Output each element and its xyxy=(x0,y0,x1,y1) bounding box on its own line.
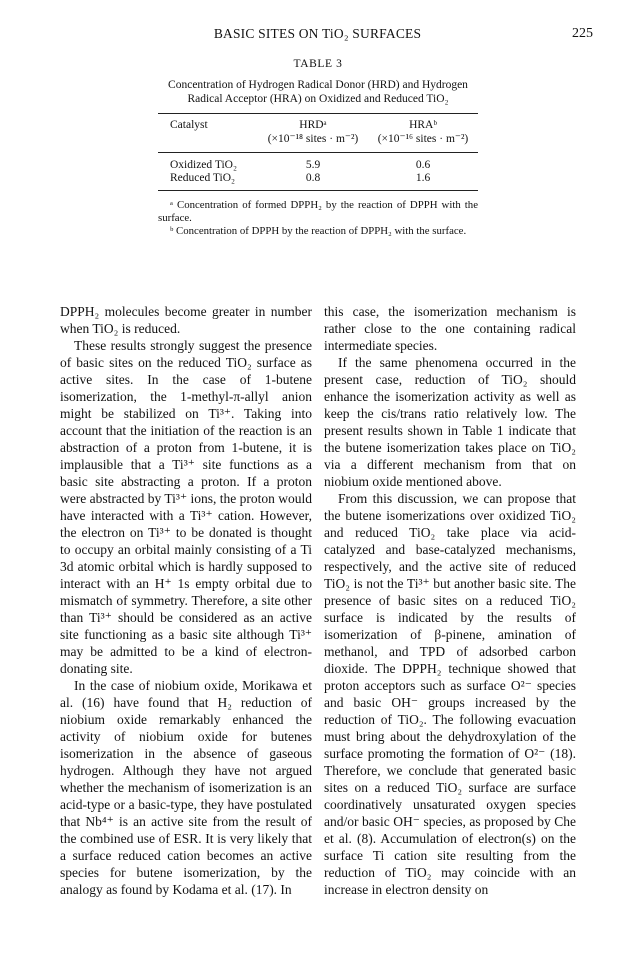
right-column xyxy=(324,303,576,898)
running-head xyxy=(0,26,635,46)
table-header-row xyxy=(158,114,478,152)
cell-catalyst: Reduced TiO₂ xyxy=(170,172,236,184)
header-hrd xyxy=(258,118,368,146)
body-paragraph: From this discussion, we can propose that the butene isomerizations over oxidized TiO₂ and reduced TiO₂ take place via acid-catalyzed and base-catalyzed mechanisms, respectively, and the active site of reduced TiO₂ is not the Ti³⁺ but another basic site. The presence of basic sites on a reduced TiO₂ surface is indicated by the results of isomerization of β-pinene, amination of methanol, and TPD of adsorbed carbon dioxide. The DPPH₂ technique showed that proton acceptors such as surface O²⁻ species and basic OH⁻ groups increased by the reduction of TiO₂. The following evacuation must bring about the dehydroxylation of the surface promoting the formation of O²⁻ (18). Therefore, we conclude that generated basic sites on a reduced TiO₂ surface are surface coordinatively unsaturated oxygen species and/or basic OH⁻ species, as proposed by Che et al. (8). Accumulation of electron(s) on the surface Ti cation site resulting from the reduction of TiO₂ may coincide with an increase in electron density on xyxy=(324,491,576,897)
header-hra-unit: (×10⁻¹⁶ sites · m⁻²) xyxy=(377,133,469,145)
page-number: 225 xyxy=(572,26,593,41)
header-hrd-label: HRDᵃ xyxy=(299,119,327,131)
cell-hra: 1.6 xyxy=(415,172,431,184)
cell-catalyst: Oxidized TiO₂ xyxy=(170,159,237,171)
table-bottom-rule xyxy=(158,190,478,191)
table-label: TABLE 3 xyxy=(293,58,343,70)
footnote-a: ᵃ Concentration of formed DPPH₂ by the reaction of DPPH with the surface. xyxy=(158,199,478,224)
body-paragraph: In the case of niobium oxide, Morikawa et al. (16) have found that H₂ reduction of niobium oxide remarkably enhanced the activity of niobium oxide for butenes isomerization in the absence of gaseous hydrogen. Although they have not argued whether the mechanism of isomerization is an acid-type or a basic-type, they have postulated that Nb⁴⁺ is an active site from the result of the combined use of ESR. It is very likely that a surface reduced cation becomes an active species for butene isomerization, by the analogy as found by Kodama et al. (17). In xyxy=(60,678,312,897)
table-caption xyxy=(158,78,478,106)
running-head-title: BASIC SITES ON TiO₂ SURFACES xyxy=(213,26,422,41)
table-3 xyxy=(158,58,478,238)
left-column xyxy=(60,303,312,898)
table-caption-line-1: Concentration of Hydrogen Radical Donor (HRD) and Hydrogen xyxy=(168,79,468,91)
body-paragraph: DPPH₂ molecules become greater in number when TiO₂ is reduced. xyxy=(60,304,312,336)
body-paragraph: this case, the isomerization mechanism is rather close to the one containing radical intermediate species. xyxy=(324,304,576,353)
body-paragraph: These results strongly suggest the presence of basic sites on the reduced TiO₂ surface as active sites. In the case of 1-butene isomerization, the 1-methyl-π-allyl anion might be stabilized on Ti³⁺. Taking into account that the initiation of the reaction is an abstraction of a proton from 1-butene, it is implausible that a Ti³⁺ site functions as a basic site abstracting a proton. If a proton were abstracted by Ti³⁺ ions, the proton would have interacted with a Ti³⁺ cation. However, the electron on Ti³⁺ to be donated is thought to occupy an orbital mainly consisting of a Ti 3d atomic orbital which is hardly supposed to interact with an H⁺ 1s empty orbital due to mismatch of symmetry. Therefore, a site other than Ti³⁺ should be considered as an active site functioning as a basic site although Ti³⁺ may be admitted to be a kind of electron-donating site. xyxy=(60,338,312,676)
body-paragraph: If the same phenomena occurred in the present case, reduction of TiO₂ should enhance the isomerization activity as well as keep the cis/trans ratio relatively low. The present results shown in Table 1 indicate that the butene isomerization takes place on TiO₂ via a different mechanism from that on niobium oxide mentioned above. xyxy=(324,355,576,489)
table-caption-line-2: Radical Acceptor (HRA) on Oxidized and Reduced TiO₂ xyxy=(187,93,449,105)
table-row xyxy=(158,172,478,185)
header-hrd-unit: (×10⁻¹⁸ sites · m⁻²) xyxy=(267,133,359,145)
table-row xyxy=(158,159,478,172)
header-hra-label: HRAᵇ xyxy=(409,119,437,131)
cell-hrd: 5.9 xyxy=(305,159,321,171)
header-catalyst: Catalyst xyxy=(170,119,208,131)
table-footnotes xyxy=(158,199,478,238)
cell-hra: 0.6 xyxy=(415,159,431,171)
cell-hrd: 0.8 xyxy=(305,172,321,184)
header-hra xyxy=(368,118,478,146)
table-body xyxy=(158,153,478,190)
footnote-b: ᵇ Concentration of DPPH by the reaction of DPPH₂ with the surface. xyxy=(170,225,467,237)
